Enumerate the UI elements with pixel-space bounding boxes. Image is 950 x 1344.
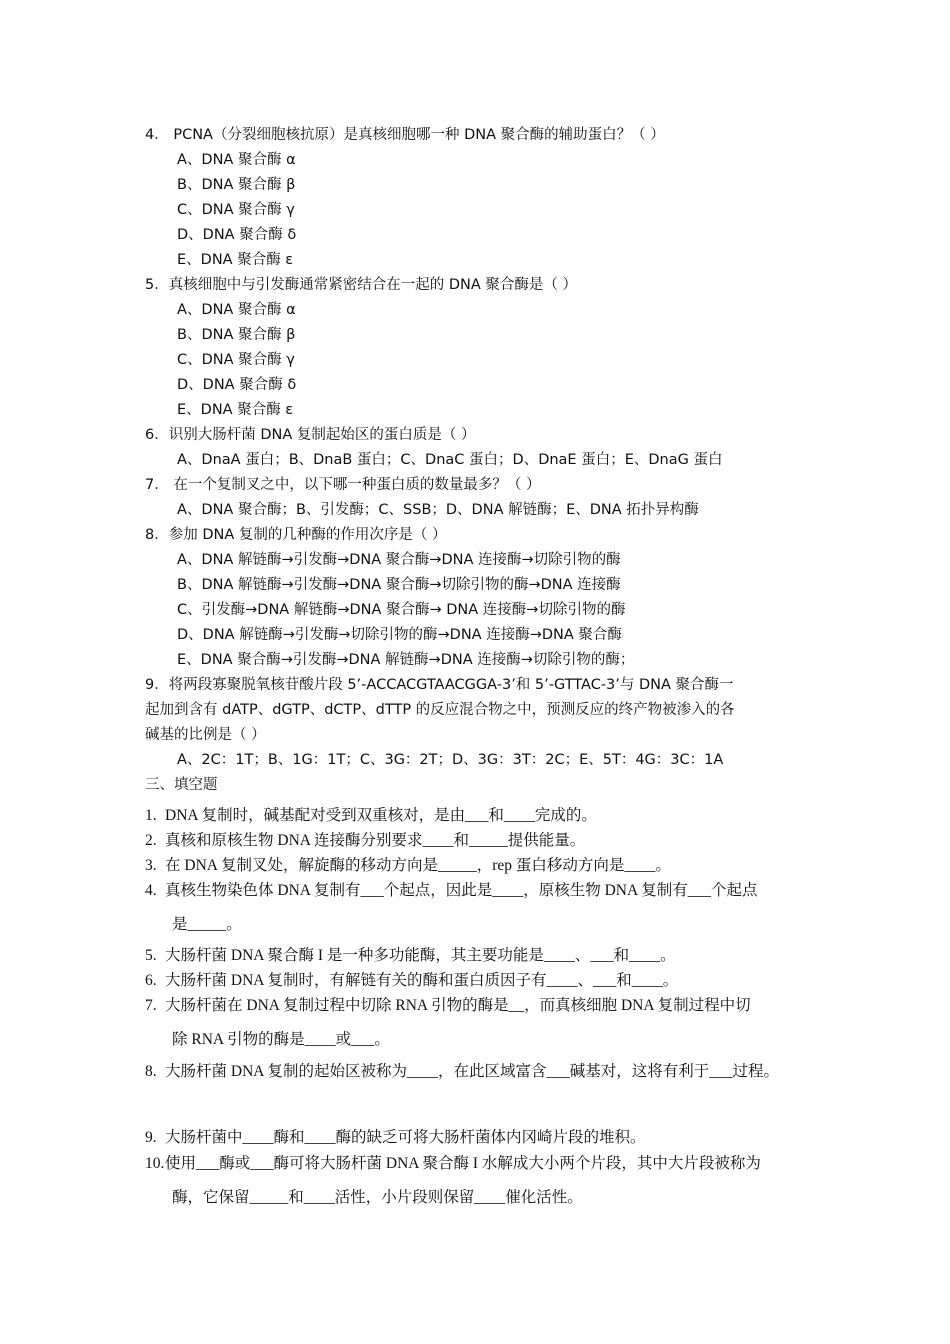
fill-question-text: 大肠杆菌在 DNA 复制过程中切除 RNA 引物的酶是__，而真核细胞 DNA 复制过程中切 [165,997,751,1014]
question-8-option-b: B、DNA 解链酶→引发酶→DNA 聚合酶→切除引物的酶→DNA 连接酶 [177,577,621,593]
question-9-stem-line-1: 9．将两段寡聚脱氧核苷酸片段 5’-ACCACGTAACGGA-3’和 5’-GTTAC-3’与 DNA 聚合酶一 [145,677,734,693]
fill-question-4-line-2: 是_____。 [172,916,242,933]
question-8-option-d: D、DNA 解链酶→引发酶→切除引物的酶→DNA 连接酶→DNA 聚合酶 [177,627,622,643]
question-4-option-d: D、DNA 聚合酶 δ [177,227,297,243]
question-6-options: A、DnaA 蛋白；B、DnaB 蛋白；C、DnaC 蛋白；D、DnaE 蛋白；E、DnaG 蛋白 [177,452,723,468]
fill-question-text: 真核和原核生物 DNA 连接酶分别要求____和_____提供能量。 [165,832,586,849]
fill-question-number: 5. [145,947,157,964]
fill-question-7-line-2: 除 RNA 引物的酶是____或___。 [172,1031,390,1048]
question-4-option-a: A、DNA 聚合酶 α [177,152,296,168]
question-4-option-e: E、DNA 聚合酶 ε [177,252,294,268]
fill-question-10 [145,1154,761,1174]
section-title: 三、填空题 [145,777,218,793]
fill-question-number: 3. [145,857,157,874]
question-9-options: A、2C：1T；B、1G：1T；C、3G：2T；D、3G：3T：2C；E、5T：4G：3C：1A [177,752,724,768]
question-8-option-c: C、引发酶→DNA 解链酶→DNA 聚合酶→ DNA 连接酶→切除引物的酶 [177,602,626,618]
question-5-stem: 5．真核细胞中与引发酶通常紧密结合在一起的 DNA 聚合酶是（ ） [145,277,577,293]
fill-question-text: 使用___酶或___酶可将大肠杆菌 DNA 聚合酶 I 水解成大小两个片段，其中大片段被称为 [165,1155,761,1172]
fill-question-1 [145,806,597,826]
question-4-stem: 4． PCNA（分裂细胞核抗原）是真核细胞哪一种 DNA 聚合酶的辅助蛋白？（ ） [145,127,665,143]
question-5-option-c: C、DNA 聚合酶 γ [177,352,295,368]
fill-question-text: 大肠杆菌 DNA 复制的起始区被称为____，在此区域富含___碱基对，这将有利于___过程。 [165,1063,779,1080]
question-8-stem: 8．参加 DNA 复制的几种酶的作用次序是（ ） [145,527,447,543]
fill-question-text: 在 DNA 复制叉处，解旋酶的移动方向是_____，rep 蛋白移动方向是____。 [165,857,671,874]
fill-question-number: 1. [145,807,157,824]
fill-question-10-line-2: 酶，它保留_____和____活性，小片段则保留____催化活性。 [172,1189,583,1206]
question-5-option-b: B、DNA 聚合酶 β [177,327,296,343]
question-5-option-a: A、DNA 聚合酶 α [177,302,296,318]
fill-question-number: 8. [145,1063,157,1080]
question-7-stem: 7． 在一个复制叉之中，以下哪一种蛋白质的数量最多？（ ） [145,477,541,493]
fill-question-6 [145,971,678,991]
fill-question-number: 4. [145,882,157,899]
question-8-option-a: A、DNA 解链酶→引发酶→DNA 聚合酶→DNA 连接酶→切除引物的酶 [177,552,621,568]
fill-question-8 [145,1062,779,1082]
question-8-option-e: E、DNA 聚合酶→引发酶→DNA 解链酶→DNA 连接酶→切除引物的酶； [177,652,635,668]
fill-question-text: 大肠杆菌中____酶和____酶的缺乏可将大肠杆菌体内冈崎片段的堆积。 [165,1129,646,1146]
question-4-option-c: C、DNA 聚合酶 γ [177,202,295,218]
question-5-option-e: E、DNA 聚合酶 ε [177,402,294,418]
question-7-options: A、DNA 聚合酶；B、引发酶；C、SSB；D、DNA 解链酶；E、DNA 拓扑异构酶 [177,502,699,518]
question-6-stem: 6．识别大肠杆菌 DNA 复制起始区的蛋白质是（ ） [145,427,476,443]
question-9-stem-line-3: 碱基的比例是（ ） [145,727,266,743]
question-4-option-b: B、DNA 聚合酶 β [177,177,296,193]
fill-question-number: 2. [145,832,157,849]
fill-question-9 [145,1128,646,1148]
fill-question-number: 7. [145,997,157,1014]
fill-question-number: 6. [145,972,157,989]
question-5-option-d: D、DNA 聚合酶 δ [177,377,297,393]
fill-question-text: DNA 复制时，碱基配对受到双重核对，是由___和____完成的。 [165,807,597,824]
fill-question-text: 大肠杆菌 DNA 聚合酶 I 是一种多功能酶，其主要功能是____、___和____。 [165,947,676,964]
fill-question-text: 真核生物染色体 DNA 复制有___个起点，因此是____，原核生物 DNA 复制有___个起点 [165,882,758,899]
fill-question-4 [145,881,757,901]
fill-question-5 [145,946,676,966]
fill-question-7 [145,996,751,1016]
question-9-stem-line-2: 起加到含有 dATP、dGTP、dCTP、dTTP 的反应混合物之中，预测反应的终产物被渗入的各 [145,702,735,718]
fill-question-2 [145,831,585,851]
fill-question-3 [145,856,671,876]
fill-question-number: 10. [145,1155,165,1172]
fill-question-number: 9. [145,1129,157,1146]
fill-question-text: 大肠杆菌 DNA 复制时，有解链有关的酶和蛋白质因子有____、___和____。 [165,972,679,989]
